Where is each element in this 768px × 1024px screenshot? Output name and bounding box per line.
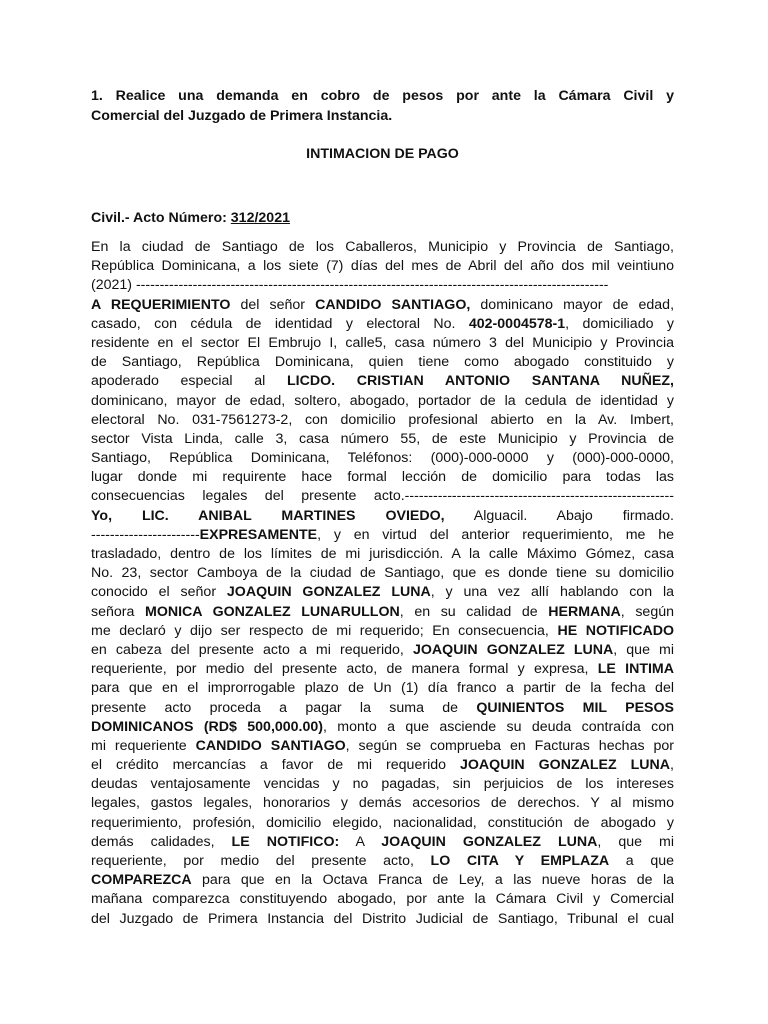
body-line [91, 257, 674, 276]
body-line [91, 660, 674, 679]
text-run: requeriente, por medio del presente acto, de manera formal y expresa, [91, 661, 598, 678]
text-run: A [339, 833, 382, 850]
body-line [91, 468, 674, 487]
text-run: , y una vez allí hablando con la [430, 584, 674, 601]
text-run: , monto a que asciende su deuda contraída con [323, 718, 674, 735]
text-run: para que en la Octava Franca de Ley, a las nueve horas de la [191, 872, 674, 889]
text-run: requeriente, por medio del presente acto, [91, 853, 431, 869]
text-run: Alguacil. Abajo firmado. [444, 507, 674, 524]
body-line [91, 487, 674, 506]
text-run: conocido el señor [91, 584, 227, 601]
body-line [91, 334, 674, 353]
bold-text: CANDIDO SANTIAGO [195, 737, 346, 754]
bold-text: HERMANA [548, 603, 621, 620]
text-run: , [670, 757, 674, 774]
body-line [91, 622, 674, 641]
text-run: casado, con cédula de identidad y electoral No. [91, 315, 469, 332]
body-line [91, 699, 674, 718]
text-run: de Santiago, República Dominicana, quien tiene como abogado constituido y [91, 354, 674, 371]
bold-text: A REQUERIMIENTO [91, 296, 231, 313]
text-run: República Dominicana, a los siete (7) días del mes de Abril del año dos mil veintiuno [91, 258, 674, 275]
body-line [91, 603, 674, 622]
text-run: , según [620, 603, 674, 620]
bold-text: LO CITA Y EMPLAZA [430, 853, 610, 869]
text-run: , domiciliado y [565, 315, 674, 332]
text-run: , y en virtud del anterior requerimiento, me he [317, 526, 674, 543]
body-line [91, 545, 674, 564]
bold-text: EXPRESAMENTE [199, 526, 318, 543]
bold-text: CANDIDO SANTIAGO, [315, 296, 471, 313]
text-run: , que mi [613, 641, 674, 658]
document-body [91, 238, 674, 929]
text-run: En la ciudad de Santiago de los Caballeros, Municipio y Provincia de Santiago, [91, 239, 674, 255]
bold-text: JOAQUIN GONZALEZ LUNA [226, 584, 431, 601]
bold-text: JOAQUIN GONZALEZ LUNA [381, 833, 598, 850]
body-line [91, 910, 674, 929]
bold-text: JOAQUIN GONZALEZ LUNA [460, 757, 671, 774]
body-line [91, 353, 674, 372]
text-run: dominicano, mayor de edad, soltero, abogado, portador de la cedula de identidad y [91, 392, 674, 409]
bold-text: COMPAREZCA [91, 872, 192, 889]
body-line [91, 449, 674, 468]
text-run: Santiago, República Dominicana, Teléfonos: (000)-000-0000 y (000)-000-0000, [91, 450, 674, 467]
body-line [91, 718, 674, 737]
body-line [91, 583, 674, 602]
text-run: (2021) ---------------------------------------------------------------------------------------------------- [91, 277, 609, 294]
text-run: a que [609, 853, 674, 869]
text-run: mi requeriente [91, 737, 196, 754]
text-run: , según se comprueba en Facturas hechas por [345, 737, 674, 754]
body-line [91, 372, 674, 391]
text-run: el crédito mercancías a favor de mi requerido [91, 757, 460, 774]
acto-number-line [91, 208, 674, 228]
text-run: lugar donde mi requirente hace formal lección de domicilio para todas las [91, 469, 674, 486]
body-line [91, 756, 674, 775]
body-line [91, 296, 674, 315]
text-run: consecuencias legales del presente acto.--------------------------------------------------------- [91, 488, 674, 505]
text-run: para que en el improrrogable plazo de Un (1) día franco a partir de la fecha del [91, 680, 674, 697]
body-line [91, 411, 674, 430]
text-run: residente en el sector El Embrujo I, calle5, casa número 3 del Municipio y Provincia [91, 334, 674, 351]
heading-line: Comercial del Juzgado de Primera Instancia. [91, 108, 393, 124]
text-run: ----------------------- [91, 526, 200, 543]
bold-text: LE NOTIFICO: [231, 833, 340, 850]
bold-text: Yo, LIC. ANIBAL MARTINES OVIEDO, [91, 507, 445, 524]
bold-text: MONICA GONZALEZ LUNARULLON [145, 603, 400, 620]
acto-label: Civil.- Acto Número: [91, 210, 231, 226]
bold-text: QUINIENTOS MIL PESOS [476, 699, 674, 716]
body-line [91, 526, 674, 545]
text-run: , en su calidad de [399, 603, 549, 620]
text-run: requerimiento, profesión, domicilio elegido, nacionalidad, constitución de abogado y [91, 814, 674, 831]
text-run: presente acto proceda a pagar la suma de [91, 699, 477, 716]
text-run: me declaró y dijo ser respecto de mi requerido; En consecuencia, [91, 622, 558, 639]
text-run: No. 23, sector Camboya de la ciudad de Santiago, que es donde tiene su domicilio [91, 565, 674, 582]
bold-text: DOMINICANOS (RD$ 500,000.00) [91, 718, 324, 735]
body-line [91, 276, 674, 295]
body-line [91, 430, 674, 449]
body-line [91, 315, 674, 334]
body-line [91, 794, 674, 813]
body-line [91, 871, 674, 890]
text-run: electoral No. 031-7561273-2, con domicilio profesional abierto en la Av. Imbert, [91, 411, 674, 428]
body-line [91, 852, 674, 871]
text-run: mañana comparezca constituyendo abogado, por ante la Cámara Civil y Comercial [91, 891, 674, 908]
text-run: demás calidades, [91, 833, 232, 850]
body-line [91, 737, 674, 756]
text-run: en cabeza del presente acto a mi requerido, [91, 641, 413, 658]
bold-text: LE INTIMA [597, 661, 674, 678]
body-line [91, 564, 674, 583]
body-line [91, 833, 674, 852]
body-line [91, 814, 674, 833]
heading-line: 1. Realice una demanda en cobro de pesos por ante la Cámara Civil y [91, 88, 674, 104]
text-run: deudas ventajosamente vencidas y no pagadas, sin perjuicios de los intereses [91, 776, 674, 793]
assignment-heading [91, 86, 674, 126]
document-page [91, 86, 674, 929]
body-line [91, 507, 674, 526]
body-line [91, 775, 674, 794]
text-run: dominicano mayor de edad, [470, 296, 674, 313]
body-line [91, 641, 674, 660]
text-run: apoderado especial al [91, 373, 287, 390]
text-run: legales, gastos legales, honorarios y demás accesorios de derechos. Y al mismo [91, 795, 674, 812]
acto-number: 312/2021 [230, 210, 290, 226]
text-run: sector Vista Linda, calle 3, casa número 55, de este Municipio y Provincia de [91, 430, 674, 447]
text-run: del Juzgado de Primera Instancia del Distrito Judicial de Santiago, Tribunal el cual [91, 910, 674, 927]
body-line [91, 238, 674, 257]
text-run: , que mi [597, 833, 674, 850]
bold-text: 402-0004578-1 [468, 315, 566, 332]
bold-text: JOAQUIN GONZALEZ LUNA [412, 641, 614, 658]
bold-text: HE NOTIFICADO [557, 622, 674, 639]
body-line [91, 890, 674, 909]
body-line [91, 392, 674, 411]
bold-text: LICDO. CRISTIAN ANTONIO SANTANA NUÑEZ, [286, 373, 674, 390]
document-title: INTIMACION DE PAGO [306, 146, 459, 162]
body-line [91, 679, 674, 698]
text-run: trasladado, dentro de los límites de mi jurisdicción. A la calle Máximo Gómez, casa [91, 546, 674, 562]
text-run: señora [91, 603, 145, 620]
text-run: del señor [230, 296, 316, 313]
